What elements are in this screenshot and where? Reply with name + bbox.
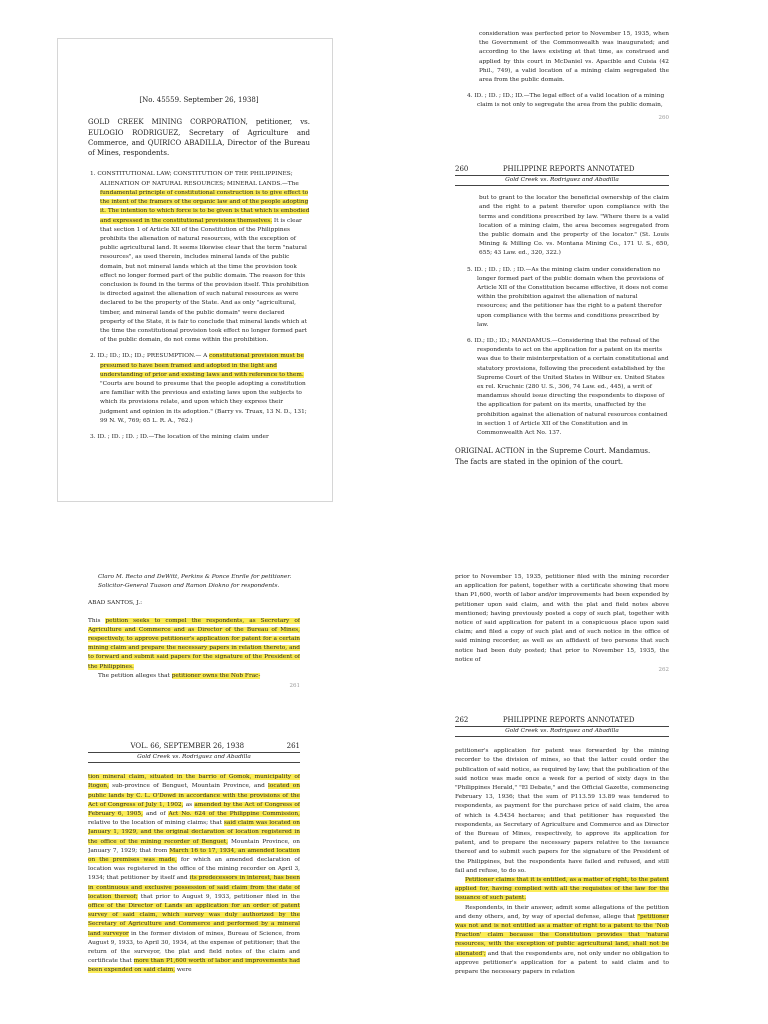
running-header bbox=[455, 716, 669, 724]
running-subtitle: Gold Creek vs. Rodriguez and Abadilla bbox=[137, 754, 251, 760]
syllabus-item-4: 4. ID. ; ID. ; ID.; ID.—The legal effect of a valid location of a mining claim is not only to segregate the area from the public domain, bbox=[467, 93, 665, 109]
document-page-2 bbox=[455, 30, 669, 152]
header-title: PHILIPPINE REPORTS ANNOTATED bbox=[502, 716, 635, 724]
counsel-petitioner: Claro M. Recto and DeWitt, Perkins & Ponce Enrile for petitioner. bbox=[98, 574, 292, 580]
header-rule-bottom bbox=[88, 762, 300, 763]
syllabus-item-3: 3. ID. ; ID. ; ID. ; ID.—The location of the mining claim under bbox=[90, 433, 269, 440]
document-page-3 bbox=[455, 165, 669, 502]
document-page-4 bbox=[88, 573, 300, 733]
syllabus-item-1: 1. CONSTITUTIONAL LAW; CONSTITUTION OF THE PHILIPPINES; ALIENATION OF NATURAL RESOURCES; MINERAL LANDS.—The fundamental principle of constitutional construction is to give effect to the intent of the framers of the organic law and of the people adopting it. The intention to which force is to be given is that which is embodied and expressed in the constitutional provisions themselves. It is clear that section 1 of Article XII of the Constitution of the Philippines prohibits the alienation of natural resources, with the exception of public agricultural land. It seems likewise clear that the term "natural resources", as used therein, includes mineral lands of the public domain, but not mineral lands which at the time the provision took effect no longer formed part of the public domain. The reason for this conclusion is found in the terms of the provision itself. This prohibition is directed against the alienation of such natural resources as were declared to be the property of the State. And as only "agricultural, timber, and mineral lands of the public domain" were declared property of the State, it is fair to conclude that mineral lands which at the time the constitutional provision took effect no longer formed part of the public domain, do not come within the prohibition. bbox=[90, 171, 310, 344]
opinion-continuation: prior to November 15, 1935, petitioner filed with the mining recorder an application for patent, together with a certificate showing that more than P1,600, worth of labor and/or improvements had been expended by petitioner upon said claim, and with the plat and field notes above mentioned; having previously posted a copy of such plat, together with notice of said application for patent in a conspicuous place upon said claim; and filed a copy of such plat and of such notice in the office of said mining recorder, as well as an affidavit of two persons that such notice had been duly posted; that prior to November 15, 1935, the notice of bbox=[455, 574, 669, 663]
running-subtitle: Gold Creek vs. Rodriguez and Abadilla bbox=[505, 728, 619, 734]
ponente: ABAD SANTOS, J.: bbox=[88, 600, 143, 607]
header-page-number: 260 bbox=[455, 165, 469, 173]
header-rule-bottom bbox=[455, 185, 669, 186]
syllabus-item-6: 6. ID.; ID.; ID.; MANDAMUS.—Considering that the refusal of the respondents to act on the application for a patent on its merits was due to their misinterpretation of a certain constitutional and statutory provisions, following the precedent established by the Supreme Court of the United States in Wilbur ex. United States ex rel. Kruchnic (280 U. S., 306, 74 Law. ed., 445), a writ of mandamus should issue directing the respondents to dispose of the application for patent on its merits, unaffected by the prohibition against the alienation of natural resources contained in section 1 of Article XII of the Constitution and in Commonwealth Act No. 137. bbox=[467, 338, 669, 437]
running-subtitle: Gold Creek vs. Rodriguez and Abadilla bbox=[505, 177, 619, 183]
page-number: 260 bbox=[658, 114, 669, 121]
syllabus-continuation: but to grant to the locator the beneficial ownership of the claim and the right to a patent therefor upon compliance with the terms and conditions prescribed by law. "Where there is a valid location of a mining claim, the area becomes segregated from the public domain and the property of the locator." (St. Louis Mining & Milling Co. vs. Montana Mining Co., 171 U. S., 650, 655; 43 Law. ed., 320, 322.) bbox=[479, 195, 669, 257]
document-page-1 bbox=[57, 38, 333, 502]
counsel-respondents: Solicitor-General Tuason and Ramon Diokno for respondents. bbox=[98, 583, 280, 590]
case-number: [No. 45559. September 26, 1938] bbox=[139, 96, 259, 104]
opinion-paragraph: tion mineral claim, situated in the barrio of Gomok, municipality of Itogon, sub-province of Benguet, Mountain Province, and located on public lands by C. L. O'Dowd in accordance with the provisions of the Act of Congress of July 1, 1902, as amended by the Act of Congress of February 6, 1905, and of Act No. 624 of the Philippine Commission, relative to the location of mining claims; that said claim was located on January 1, 1929, and the original declaration of location registered in the office of the mining recorder of Benguet, Mountain Province, on January 7, 1929; that from March 16 to 17, 1934, an amended location on the premises was made, for which an amended declaration of location was registered in the office of the mining recorder on April 3, 1934; that petitioner by itself and its predecessors in interest, has been in continuous and exclusive possession of said claim from the date of location thereof; that prior to August 9, 1933, petitioner filed in the office of the Director of Lands an application for an order of patent survey of said claim, which survey was duly authorized by the Secretary of Agriculture and Commerce and performed by a mineral land surveyor in the former division of mines, Bureau of Science, from August 9, 1933, to April 30, 1934, at the expense of petitioner; that the return of the surveyor, the plat and field notes of the claim and certificate that more than P1,600 worth of labor and improvements had been expended on said claim, were bbox=[88, 774, 300, 974]
page-number: 262 bbox=[658, 667, 669, 674]
syllabus-item-2: 2. ID.; ID.; ID.; ID.; PRESUMPTION.— A constitutional provision must be presumed to have been framed and adopted in the light and understanding of prior and existing laws and with reference to them. "Courts are bound to presume that the people adopting a constitution are familiar with the previous and existing laws upon the subjects to which its provisions relate, and upon which they express their judgment and opinion in its adoption." (Barry vs. Truax, 13 N. D., 131; 99 N. W., 769; 65 L. R. A., 762.) bbox=[90, 353, 307, 424]
page-number: 261 bbox=[289, 683, 300, 690]
running-header bbox=[88, 742, 300, 750]
document-page-6 bbox=[88, 742, 300, 1024]
syllabus-continuation: consideration was perfected prior to November 15, 1935, when the Government of the Commonwealth was inaugurated; and according to the laws existing at that time, as construed and applied by this court in McDaniel vs. Apacible and Cuisia (42 Phil., 749), a valid location of a mining claim segregated the area from the public domain. bbox=[479, 31, 669, 84]
header-rule-bottom bbox=[455, 736, 669, 737]
opinion-paragraph-2: The petition alleges that petitioner owns the Nob Frac- bbox=[98, 672, 261, 679]
facts-note: The facts are stated in the opinion of the court. bbox=[455, 457, 624, 466]
header-title: VOL. 66, SEPTEMBER 26, 1938 bbox=[130, 742, 245, 750]
case-caption: GOLD CREEK MINING CORPORATION, petitioner, vs. EULOGIO RODRIGUEZ, Secretary of Agriculture and Commerce, and QUIRICO ABADILLA, Director of the Bureau of Mines, respondents. bbox=[88, 118, 310, 158]
opinion-paragraph-1: petitioner's application for patent was forwarded by the mining recorder to the division of mines, so that the latter could order the publication of said notice, as required by law; that the publication of the said notice was made once a week for a period of sixty days in the "Philippines Herald," "El Debate," and the Official Gazette, commencing February 13, 1936; that the sum of P113.59 13.89 was tendered to respondents, as payment for the purchase price of said claim, the area of which is 4.5434 hectares; and that petitioner has requested the respondents, as Secretary of Agriculture and Commerce and as Director of the Bureau of Mines, respectively, to approve its application for patent, and to prepare the necessary papers relative to the issuance thereof and to submit such papers for the signature of the President of the Philippines, but the respondents have failed and refused, and still fail and refuse, to do so. bbox=[455, 748, 669, 874]
header-page-number: 262 bbox=[455, 716, 469, 724]
running-header bbox=[455, 165, 669, 173]
original-action: ORIGINAL ACTION in the Supreme Court. Mandamus. bbox=[455, 447, 651, 456]
opinion-paragraph-1: This petition seeks to compel the respondents, as Secretary of Agriculture and Commerce and as Director of the Bureau of Mines, respectively, to approve petitioner's application for patent for a certain mining claim and prepare the necessary papers in relation thereto, and to forward and submit said papers for the signature of the President of the Philippines. bbox=[88, 617, 300, 670]
opinion-paragraph-2: Petitioner claims that it is entitled, as a matter of right, to the patent applied for, having complied with all the requisites of the law for the issuance of such patent. bbox=[455, 877, 669, 902]
document-page-5 bbox=[455, 573, 669, 709]
header-title: PHILIPPINE REPORTS ANNOTATED bbox=[502, 165, 635, 173]
document-page-7 bbox=[455, 716, 669, 1024]
opinion-paragraph-3: Respondents, in their answer, admit some allegations of the petition and deny others, and, by way of special defense, allege that "petitioner was not and is not entitled as a matter of right to a patent to the 'Nob Fraction' claim because the Constitution provides that 'natural resources, with the exception of public agricultural land, shall not be alienated'; and that the respondents are, not only under no obligation to approve petitioner's application for a patent to said claim and to prepare the necessary papers in relation bbox=[455, 904, 669, 976]
header-page-number: 261 bbox=[286, 742, 300, 750]
syllabus-item-5: 5. ID. ; ID. ; ID. ; ID.—As the mining claim under consideration no longer formed part of the public domain when the provisions of Article XII of the Constitution became effective, it does not come within the prohibition against the alienation of natural resources; and the petitioner has the right to a patent therefor upon compliance with the terms and conditions prescribed by law. bbox=[467, 266, 668, 328]
